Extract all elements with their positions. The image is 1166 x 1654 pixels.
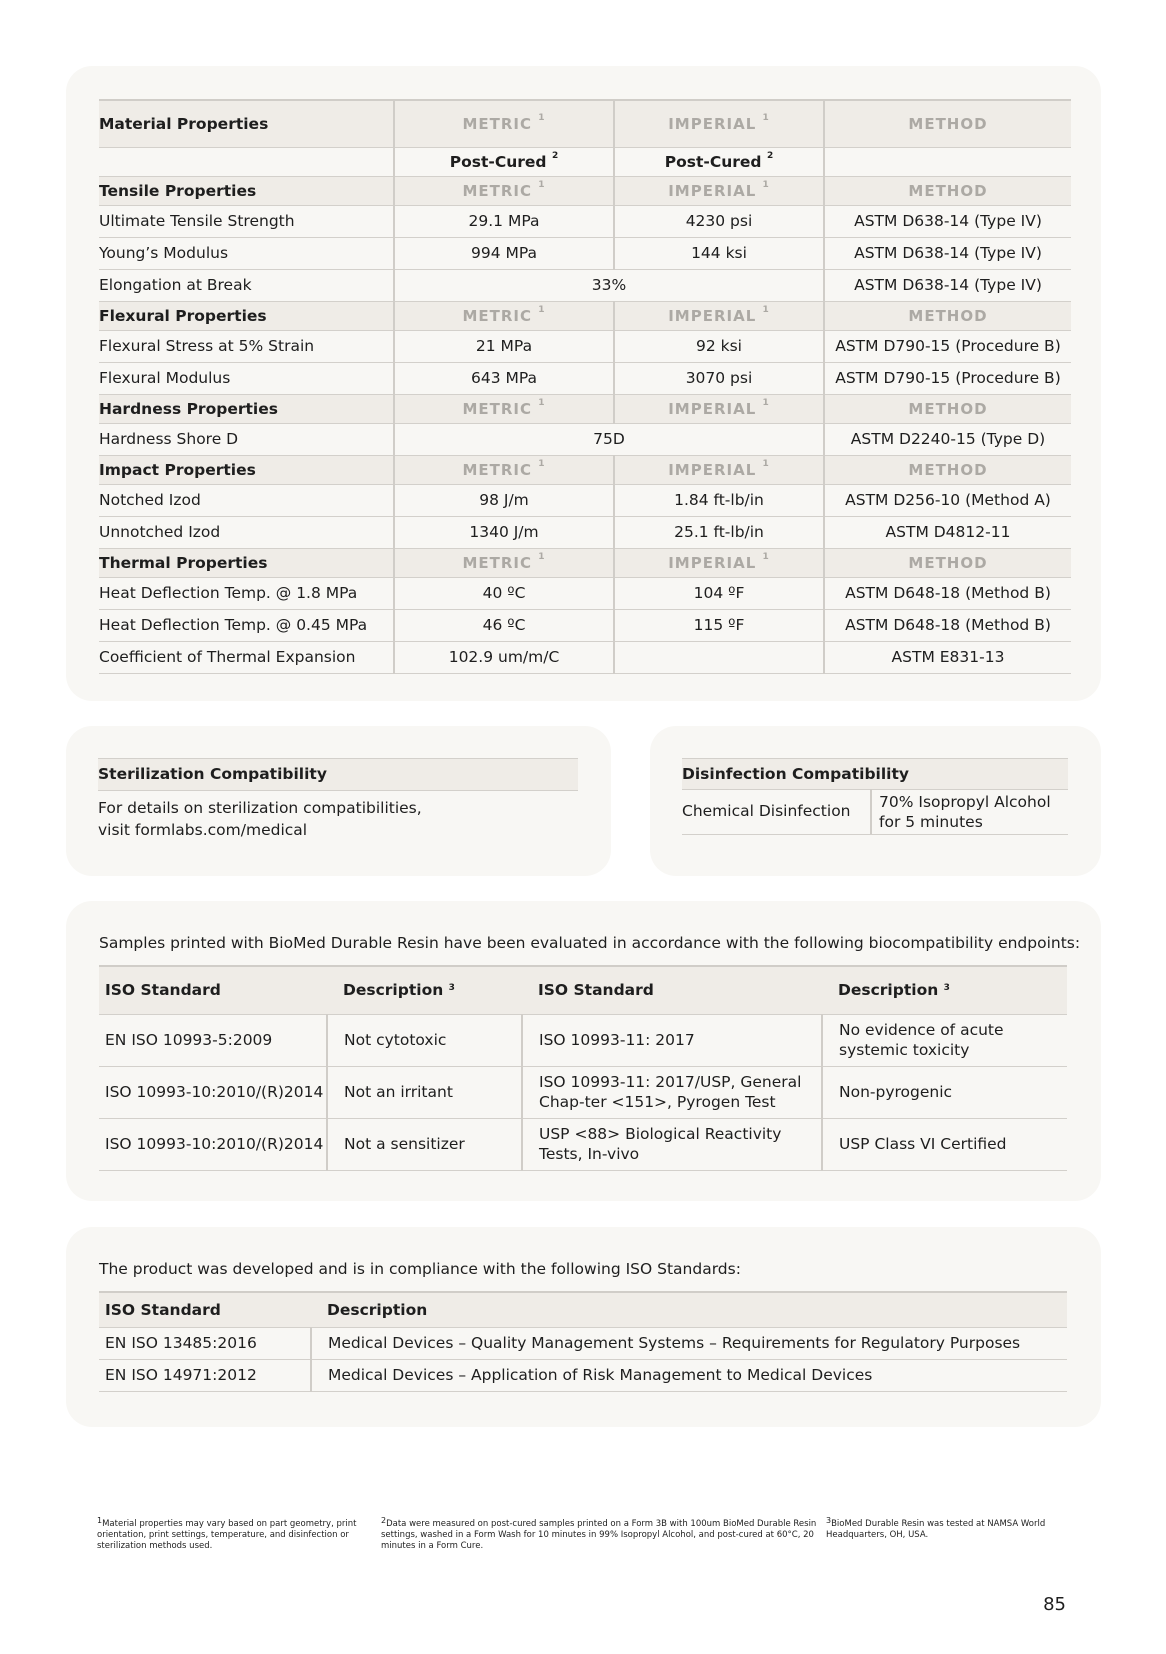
table-row: EN ISO 10993-5:2009 Not cytotoxic ISO 10993-11: 2017 No evidence of acute systemic toxicity [99, 1014, 1067, 1066]
header-imperial: IMPERIAL $^1$ [614, 100, 824, 147]
footnote-3: $^3$BioMed Durable Resin was tested at NAMSA World Headquarters, OH, USA. [826, 1516, 1046, 1540]
section-title: Impact Properties [99, 455, 394, 484]
post-cured-metric: Post-Cured $^2$ [394, 147, 614, 176]
table-row: Heat Deflection Temp. @ 1.8 MPa 40 ºC 104 ºF ASTM D648-18 (Method B) [99, 577, 1071, 609]
header-description: Description $^3$ [822, 966, 1067, 1014]
sterilization-text: For details on sterilization compatibilities, visit formlabs.com/medical [98, 799, 422, 839]
table-header-row [99, 966, 1067, 1014]
section-header-row: Hardness Properties METRIC $^1$ IMPERIAL $^1$ METHOD [99, 394, 1071, 423]
table-row: EN ISO 13485:2016 Medical Devices – Quality Management Systems – Requirements for Regulatory Purposes [99, 1327, 1067, 1359]
table-row: Ultimate Tensile Strength 29.1 MPa 4230 psi ASTM D638-14 (Type IV) [99, 205, 1071, 237]
section-header-row: Flexural Properties METRIC $^1$ IMPERIAL $^1$ METHOD [99, 301, 1071, 330]
table-header-row [99, 100, 1071, 147]
disinfection-title: Disinfection Compatibility [682, 758, 1068, 790]
header-iso-standard: ISO Standard [99, 1292, 311, 1327]
section-header-row: Impact Properties METRIC $^1$ IMPERIAL $^1$ METHOD [99, 455, 1071, 484]
section-header-row: Tensile Properties METRIC $^1$ IMPERIAL $^1$ METHOD [99, 176, 1071, 205]
header-metric: METRIC $^1$ [394, 100, 614, 147]
section-title: Hardness Properties [99, 394, 394, 423]
section-title: Thermal Properties [99, 548, 394, 577]
post-cured-row [99, 147, 1071, 176]
footnote-1: $^1$Material properties may vary based on part geometry, print orientation, print settings, temperature, and disinfection or sterilization methods used. [97, 1516, 357, 1551]
material-properties-table [99, 99, 1071, 674]
disinfection-value: 70% Isopropyl Alcohol for 5 minutes [870, 789, 1060, 834]
header-iso-standard: ISO Standard [99, 966, 327, 1014]
table-row: Unnotched Izod 1340 J/m 25.1 ft-lb/in ASTM D4812-11 [99, 516, 1071, 548]
table-row: Coefficient of Thermal Expansion 102.9 um/m/C ASTM E831-13 [99, 641, 1071, 673]
biocompatibility-table [99, 965, 1067, 1171]
disinfection-row [682, 789, 1068, 835]
biocompatibility-intro: Samples printed with BioMed Durable Resin have been evaluated in accordance with the following biocompatibility endpoints: [99, 934, 1081, 952]
section-header-row: Thermal Properties METRIC $^1$ IMPERIAL $^1$ METHOD [99, 548, 1071, 577]
table-row: Notched Izod 98 J/m 1.84 ft-lb/in ASTM D256-10 (Method A) [99, 484, 1071, 516]
header-material-properties: Material Properties [99, 100, 394, 147]
iso-standards-table [99, 1291, 1067, 1392]
sterilization-title: Sterilization Compatibility [98, 758, 578, 791]
table-row: Heat Deflection Temp. @ 0.45 MPa 46 ºC 115 ºF ASTM D648-18 (Method B) [99, 609, 1071, 641]
section-title: Tensile Properties [99, 176, 394, 205]
table-row: Flexural Stress at 5% Strain 21 MPa 92 ksi ASTM D790-15 (Procedure B) [99, 330, 1071, 362]
header-iso-standard: ISO Standard [522, 966, 822, 1014]
table-row: Hardness Shore D 75D ASTM D2240-15 (Type D) [99, 423, 1071, 455]
page-number: 85 [1043, 1594, 1066, 1615]
header-description: Description [311, 1292, 1067, 1327]
table-row: Elongation at Break 33% ASTM D638-14 (Type IV) [99, 269, 1071, 301]
table-row: ISO 10993-10:2010/(R)2014 Not a sensitizer USP <88> Biological Reactivity Tests, In-vivo USP Class VI Certified [99, 1118, 1067, 1170]
table-row: EN ISO 14971:2012 Medical Devices – Application of Risk Management to Medical Devices [99, 1359, 1067, 1391]
header-description: Description $^3$ [327, 966, 522, 1014]
section-title: Flexural Properties [99, 301, 394, 330]
table-row: ISO 10993-10:2010/(R)2014 Not an irritant ISO 10993-11: 2017/USP, General Chap-ter <151>, Pyrogen Test Non-pyrogenic [99, 1066, 1067, 1118]
table-row: Flexural Modulus 643 MPa 3070 psi ASTM D790-15 (Procedure B) [99, 362, 1071, 394]
post-cured-imperial: Post-Cured $^2$ [614, 147, 824, 176]
table-row: Young’s Modulus 994 MPa 144 ksi ASTM D638-14 (Type IV) [99, 237, 1071, 269]
iso-intro: The product was developed and is in compliance with the following ISO Standards: [99, 1260, 741, 1278]
table-header-row [99, 1292, 1067, 1327]
footnote-2: $^2$Data were measured on post-cured samples printed on a Form 3B with 100um BioMed Durable Resin settings, washed in a Form Wash for 10 minutes in 99% Isopropyl Alcohol, and post-cured at 60°C, 20 minutes in a Form Cure. [381, 1516, 817, 1551]
disinfection-label: Chemical Disinfection [682, 802, 851, 820]
header-method: METHOD [824, 100, 1071, 147]
